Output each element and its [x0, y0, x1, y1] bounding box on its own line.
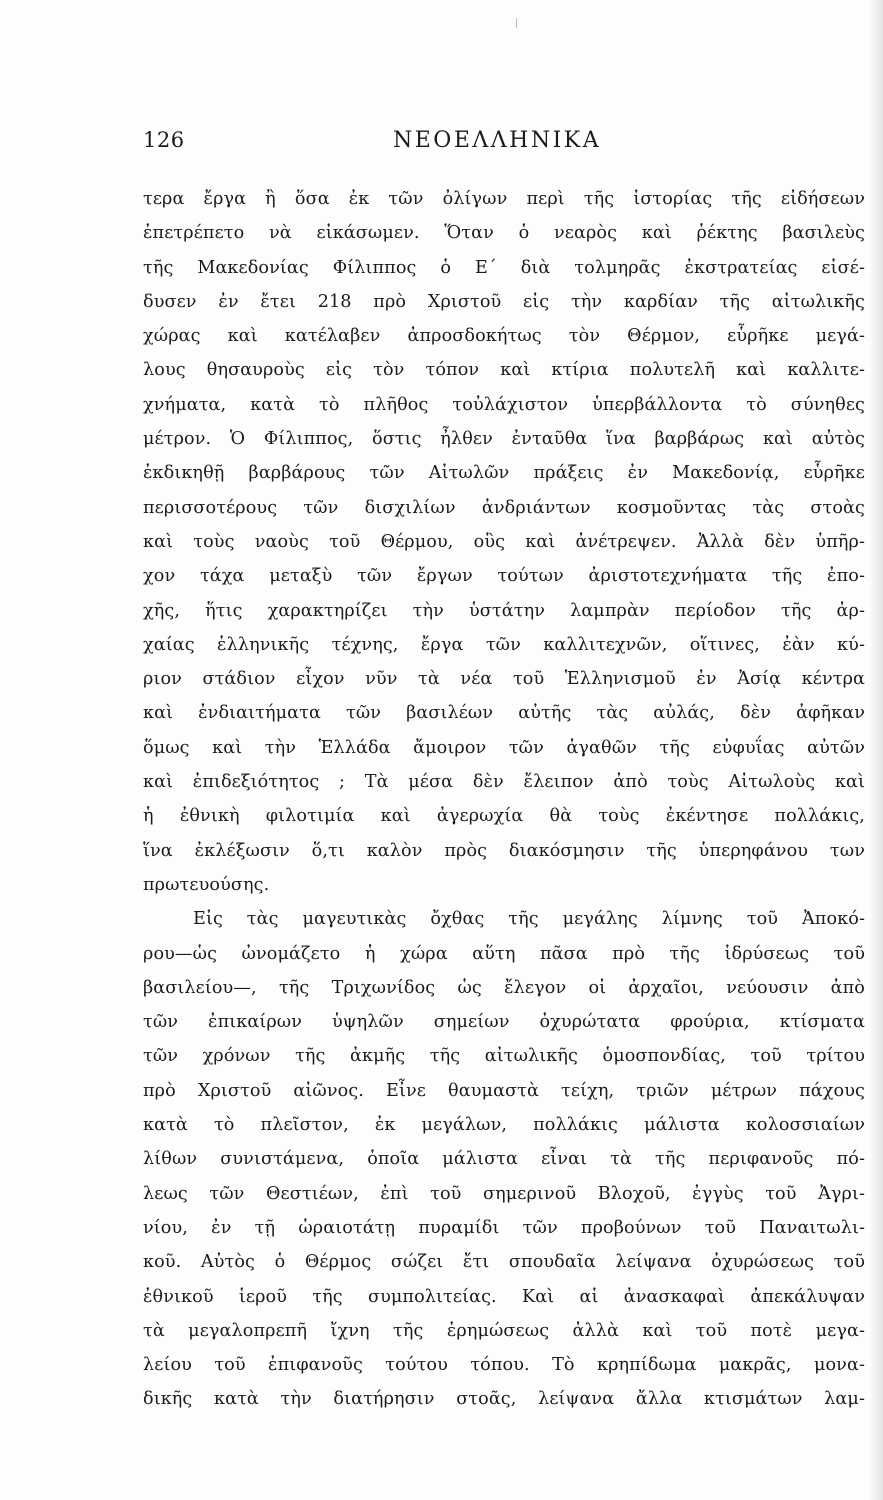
- running-title: ΝΕΟΕΛΛΗΝΙΚΑ: [393, 128, 602, 153]
- text-line: τερα ἔργα ἢ ὅσα ἐκ τῶν ὀλίγων περὶ τῆς ἱστορίας τῆς εἰδήσεων: [143, 189, 865, 209]
- text-line: χνήματα, κατὰ τὸ πλῆθος τοὐλάχιστον ὑπερβάλλοντα τὸ σύνηθες: [143, 394, 865, 415]
- page-number: 126: [143, 128, 185, 152]
- text-line: χαίας ἑλληνικῆς τέχνης, ἔργα τῶν καλλιτεχνῶν, οἵτινες, ἐὰν κύ-: [143, 634, 865, 655]
- text-line: λους θησαυροὺς εἰς τὸν τόπον καὶ κτίρια πολυτελῆ καὶ καλλιτε-: [143, 360, 865, 381]
- page-edge-shadow: [869, 0, 883, 1500]
- text-line: καὶ ἐνδιαιτήματα τῶν βασιλέων αὐτῆς τὰς αὐλάς, δὲν ἀφῆκαν: [143, 703, 865, 724]
- text-line: χῆς, ἥτις χαρακτηρίζει τὴν ὑστάτην λαμπρὰν περίοδον τῆς ἀρ-: [143, 600, 865, 621]
- text-line: ἐπετρέπετο νὰ εἰκάσωμεν. Ὅταν ὁ νεαρὸς καὶ ῥέκτης βασιλεὺς: [143, 223, 865, 244]
- text-line: χον τάχα μεταξὺ τῶν ἔργων τούτων ἀριστοτεχνήματα τῆς ἐπο-: [143, 566, 865, 587]
- text-line: λείου τοῦ ἐπιφανοῦς τούτου τόπου. Τὸ κρηπίδωμα μακρᾶς, μονα-: [143, 1355, 865, 1376]
- text-line: ριον στάδιον εἶχον νῦν τὰ νέα τοῦ Ἑλληνισμοῦ ἐν Ἀσίᾳ κέντρα: [143, 669, 865, 690]
- text-line: τῆς Μακεδονίας Φίλιππος ὁ Ε΄ διὰ τολμηρᾶς ἐκστρατείας εἰσέ-: [143, 257, 865, 278]
- text-line: ἐκδικηθῇ βαρβάρους τῶν Αἰτωλῶν πράξεις ἐν Μακεδονίᾳ, εὗρῆκε: [143, 463, 865, 484]
- body-text: [143, 182, 865, 1417]
- text-line: δικῆς κατὰ τὴν διατήρησιν στοᾶς, λείψανα ἄλλα κτισμάτων λαμ-: [143, 1389, 865, 1410]
- text-line: καὶ τοὺς ναοὺς τοῦ Θέρμου, οὓς καὶ ἀνέτρεψεν. Ἀλλὰ δὲν ὑπῆρ-: [143, 531, 865, 552]
- text-line: ρου—ὡς ὠνομάζετο ἡ χώρα αὕτη πᾶσα πρὸ τῆς ἱδρύσεως τοῦ: [143, 943, 865, 964]
- text-line: ἡ ἐθνικὴ φιλοτιμία καὶ ἀγερωχία θὰ τοὺς ἐκέντησε πολλάκις,: [143, 806, 865, 827]
- text-line: ὅμως καὶ τὴν Ἑλλάδα ἄμοιρον τῶν ἀγαθῶν τῆς εὐφυΐας αὐτῶν: [143, 737, 865, 758]
- text-line: πρὸ Χριστοῦ αἰῶνος. Εἶνε θαυμαστὰ τείχη, τριῶν μέτρων πάχους: [143, 1080, 865, 1101]
- text-line: τῶν ἐπικαίρων ὑψηλῶν σημείων ὀχυρώτατα φρούρια, κτίσματα: [143, 1012, 865, 1033]
- running-head: [143, 128, 859, 162]
- text-line: νίου, ἐν τῇ ὡραιοτάτῃ πυραμίδι τῶν προβούνων τοῦ Παναιτωλι-: [143, 1217, 865, 1238]
- paragraph-end-line: πρωτευούσης.: [143, 874, 270, 895]
- text-line: μέτρον. Ὁ Φίλιππος, ὅστις ἦλθεν ἐνταῦθα ἵνα βαρβάρως καὶ αὐτὸς: [143, 429, 865, 450]
- text-line: λίθων συνιστάμενα, ὁποῖα μάλιστα εἶναι τὰ τῆς περιφανοῦς πό-: [143, 1149, 865, 1170]
- paper-mark: [516, 18, 517, 28]
- text-line: περισσοτέρους τῶν δισχιλίων ἀνδριάντων κοσμοῦντας τὰς στοὰς: [143, 497, 865, 518]
- text-line: βασιλείου—, τῆς Τριχωνίδος ὡς ἔλεγον οἱ ἀρχαῖοι, νεύουσιν ἀπὸ: [143, 977, 865, 998]
- text-line: χώρας καὶ κατέλαβεν ἀπροσδοκήτως τὸν Θέρμον, εὗρῆκε μεγά-: [143, 326, 865, 347]
- text-line: τὰ μεγαλοπρεπῆ ἴχνη τῆς ἐρημώσεως ἀλλὰ καὶ τοῦ ποτὲ μεγα-: [143, 1320, 865, 1341]
- text-line: ἐθνικοῦ ἱεροῦ τῆς συμπολιτείας. Καὶ αἱ ἀνασκαφαὶ ἀπεκάλυψαν: [143, 1286, 865, 1307]
- text-line: κοῦ. Αὐτὸς ὁ Θέρμος σώζει ἔτι σπουδαῖα λείψανα ὀχυρώσεως τοῦ: [143, 1252, 865, 1273]
- text-line: καὶ ἐπιδεξιότητος ; Τὰ μέσα δὲν ἔλειπον ἀπὸ τοὺς Αἰτωλοὺς καὶ: [143, 772, 865, 793]
- text-line: δυσεν ἐν ἔτει 218 πρὸ Χριστοῦ εἰς τὴν καρδίαν τῆς αἰτωλικῆς: [143, 291, 865, 312]
- text-line: λεως τῶν Θεστιέων, ἐπὶ τοῦ σημερινοῦ Βλοχοῦ, ἐγγὺς τοῦ Ἀγρι-: [143, 1183, 865, 1204]
- text-line: κατὰ τὸ πλεῖστον, ἐκ μεγάλων, πολλάκις μάλιστα κολοσσιαίων: [143, 1115, 865, 1136]
- paragraph-start-line: Εἰς τὰς μαγευτικὰς ὄχθας τῆς μεγάλης λίμνης τοῦ Ἀποκό-: [193, 909, 865, 930]
- text-line: ἵνα ἐκλέξωσιν ὅ,τι καλὸν πρὸς διακόσμησιν τῆς ὑπερηφάνου των: [143, 840, 865, 861]
- text-line: τῶν χρόνων τῆς ἀκμῆς τῆς αἰτωλικῆς ὁμοσπονδίας, τοῦ τρίτου: [143, 1046, 865, 1067]
